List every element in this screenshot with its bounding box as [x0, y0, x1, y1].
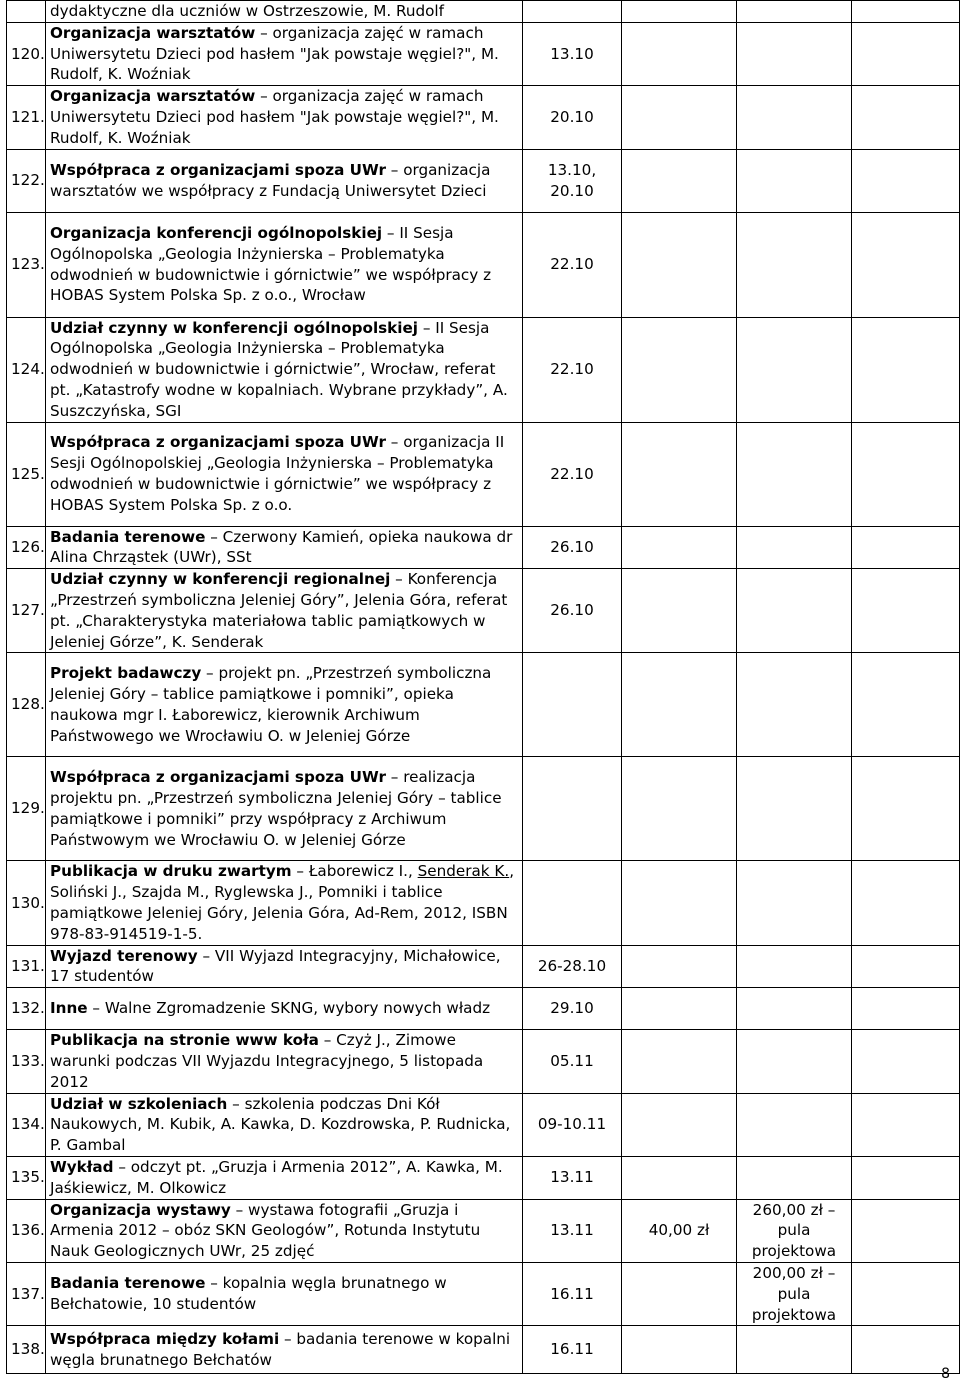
- activity-details: – odczyt pt. „Gruzja i Armenia 2012”, A. Kawka, M. Jaśkiewicz, M. Olkowicz: [50, 1157, 503, 1197]
- activity-details: – wystawa fotografii „Gruzja i Armenia 2012 – obóz SKN Geologów”, Rotunda Instytutu Nauk Geologicznych UWr, 25 zdjęć: [50, 1200, 481, 1261]
- row-number: 122.: [7, 149, 46, 212]
- row-funding-source: [737, 757, 852, 861]
- row-cost: [622, 1030, 737, 1093]
- activity-details: – organizacja II Sesji Ogólnopolskiej „Geologia Inżynierska – Problematyka odwodnień w budownictwie i górnictwie” we współpracy z HOBAS System Polska Sp. z o.o.: [50, 433, 505, 514]
- activity-details: – Konferencja „Przestrzeń symboliczna Jeleniej Góry”, Jelenia Góra, referat pt. „Charakterystyka materiałowa tablic pamiątkowych w Jeleniej Górze”, K. Senderak: [50, 570, 508, 651]
- row-extra: [852, 945, 960, 988]
- row-description: [46, 1199, 523, 1262]
- activity-details: – Walne Zgromadzenie SKNG, wybory nowych władz: [87, 999, 491, 1018]
- row-cost: [622, 1093, 737, 1156]
- row-description: [46, 1156, 523, 1199]
- row-number: 127.: [7, 569, 46, 653]
- row-date: 26.10: [523, 569, 622, 653]
- activity-type: Wyjazd terenowy: [50, 946, 198, 965]
- activity-type: Organizacja warsztatów: [50, 87, 256, 106]
- table-row: [7, 653, 960, 757]
- row-funding-source: 260,00 zł – pula projektowa: [737, 1199, 852, 1262]
- row-funding-source: [737, 212, 852, 317]
- activity-type: Współpraca z organizacjami spoza UWr: [50, 433, 386, 452]
- table-row: [7, 526, 960, 569]
- row-extra: [852, 653, 960, 757]
- activity-type: Organizacja wystawy: [50, 1200, 231, 1219]
- activity-details: – realizacja projektu pn. „Przestrzeń symboliczna Jeleniej Góry – tablice pamiątkowe i pomniki” przy współpracy z Archiwum Państwowym we Wrocławiu O. w Jeleniej Górze: [50, 768, 502, 849]
- activity-details: – organizacja warsztatów we współpracy z Fundacją Uniwersytet Dzieci: [50, 160, 491, 200]
- row-extra: [852, 1030, 960, 1093]
- row-number: 128.: [7, 653, 46, 757]
- row-description: [46, 569, 523, 653]
- activity-type: Organizacja konferencji ogólnopolskiej: [50, 223, 383, 242]
- row-cost: [622, 526, 737, 569]
- row-funding-source: [737, 861, 852, 945]
- activity-type: Projekt badawczy: [50, 664, 202, 683]
- row-date: 22.10: [523, 317, 622, 422]
- row-date: 05.11: [523, 1030, 622, 1093]
- row-description: [46, 757, 523, 861]
- page-number: 8: [941, 1366, 950, 1382]
- row-extra: [852, 1093, 960, 1156]
- row-description: [46, 526, 523, 569]
- row-date: 26.10: [523, 526, 622, 569]
- activity-author-underlined: Senderak K.: [417, 862, 510, 881]
- row-extra: [852, 988, 960, 1030]
- row-date: [523, 1, 622, 23]
- row-description: [46, 988, 523, 1030]
- row-extra: [852, 569, 960, 653]
- activity-type: Wykład: [50, 1157, 114, 1176]
- row-description: [46, 1, 523, 23]
- activity-details: – kopalnia węgla brunatnego w Bełchatowie, 10 studentów: [50, 1274, 447, 1314]
- table-row: [7, 422, 960, 526]
- row-description: [46, 945, 523, 988]
- table-row: [7, 317, 960, 422]
- row-funding-source: [737, 988, 852, 1030]
- activity-details: – badania terenowe w kopalni węgla brunatnego Bełchatów: [50, 1330, 511, 1369]
- activity-table-body: [7, 1, 960, 1374]
- table-row: [7, 22, 960, 85]
- row-number: 120.: [7, 22, 46, 85]
- row-number: 132.: [7, 988, 46, 1030]
- row-funding-source: [737, 1326, 852, 1374]
- table-row: [7, 1262, 960, 1325]
- activity-details: dydaktyczne dla uczniów w Ostrzeszowie, M. Rudolf: [50, 2, 444, 20]
- row-number: 121.: [7, 86, 46, 149]
- row-cost: [622, 945, 737, 988]
- row-cost: [622, 757, 737, 861]
- activity-type: Współpraca z organizacjami spoza UWr: [50, 160, 386, 179]
- activity-details: – szkolenia podczas Dni Kół Naukowych, M. Kubik, A. Kawka, D. Kozdrowska, P. Rudnicka, P. Gambal: [50, 1094, 511, 1155]
- table-row: [7, 212, 960, 317]
- row-extra: [852, 526, 960, 569]
- row-funding-source: [737, 422, 852, 526]
- table-row: [7, 945, 960, 988]
- row-description: [46, 1262, 523, 1325]
- row-cost: [622, 422, 737, 526]
- row-cost: [622, 22, 737, 85]
- row-extra: [852, 1156, 960, 1199]
- row-description: [46, 86, 523, 149]
- row-description: [46, 653, 523, 757]
- activity-type: Badania terenowe: [50, 527, 206, 546]
- activity-details: – Czyż J., Zimowe warunki podczas VII Wyjazdu Integracyjnego, 5 listopada 2012: [50, 1031, 484, 1091]
- row-date: [523, 861, 622, 945]
- row-description: [46, 149, 523, 212]
- row-cost: [622, 1262, 737, 1325]
- row-funding-source: [737, 1, 852, 23]
- table-row: [7, 1030, 960, 1093]
- row-number: 134.: [7, 1093, 46, 1156]
- row-extra: [852, 1199, 960, 1262]
- row-description: [46, 317, 523, 422]
- row-date: 13.11: [523, 1156, 622, 1199]
- row-extra: [852, 757, 960, 861]
- row-cost: [622, 569, 737, 653]
- row-cost: [622, 1, 737, 23]
- row-funding-source: [737, 526, 852, 569]
- row-funding-source: [737, 22, 852, 85]
- row-extra: [852, 149, 960, 212]
- row-funding-source: [737, 1093, 852, 1156]
- row-funding-source: [737, 945, 852, 988]
- activity-type: Inne: [50, 999, 88, 1018]
- row-extra: [852, 86, 960, 149]
- activity-details: – organizacja zajęć w ramach Uniwersytetu Dzieci pod hasłem "Jak powstaje węgiel?", M. Rudolf, K. Woźniak: [50, 87, 499, 147]
- activity-type: Udział w szkoleniach: [50, 1094, 228, 1113]
- table-row: [7, 569, 960, 653]
- row-number: 129.: [7, 757, 46, 861]
- row-cost: [622, 653, 737, 757]
- row-extra: [852, 212, 960, 317]
- activity-details: – Łaborewicz I.,: [291, 862, 418, 881]
- table-row: [7, 1093, 960, 1156]
- row-extra: [852, 861, 960, 945]
- row-number: 135.: [7, 1156, 46, 1199]
- row-date: 09-10.11: [523, 1093, 622, 1156]
- row-number: 130.: [7, 861, 46, 945]
- activity-type: Współpraca z organizacjami spoza UWr: [50, 768, 386, 787]
- row-cost: [622, 861, 737, 945]
- row-extra: [852, 1262, 960, 1325]
- row-funding-source: [737, 653, 852, 757]
- row-funding-source: [737, 86, 852, 149]
- row-number: 123.: [7, 212, 46, 317]
- row-date: 22.10: [523, 422, 622, 526]
- activity-type: Publikacja w druku zwartym: [50, 862, 292, 881]
- row-number: 125.: [7, 422, 46, 526]
- activity-details-cont: , Soliński J., Szajda M., Ryglewska J., Pomniki i tablice pamiątkowe Jeleniej Góry, Jelenia Góra, Ad-Rem, 2012, ISBN 978-83-914519-1-5.: [50, 862, 515, 943]
- row-funding-source: [737, 1156, 852, 1199]
- activity-type: Udział czynny w konferencji regionalnej: [50, 570, 391, 589]
- activity-type: Publikacja na stronie www koła: [50, 1031, 319, 1050]
- table-row: [7, 1199, 960, 1262]
- table-row: [7, 1156, 960, 1199]
- activity-details: – VII Wyjazd Integracyjny, Michałowice, 17 studentów: [50, 946, 501, 986]
- activity-table: [6, 0, 960, 1374]
- row-cost: [622, 317, 737, 422]
- row-date: 13.11: [523, 1199, 622, 1262]
- row-extra: [852, 1, 960, 23]
- activity-type: Udział czynny w konferencji ogólnopolskiej: [50, 318, 418, 337]
- row-cost: [622, 212, 737, 317]
- activity-details: – II Sesja Ogólnopolska „Geologia Inżynierska – Problematyka odwodnień w budownictwie i górnictwie”, Wrocław, referat pt. „Katastrofy wodne w kopalniach. Wybrane przykłady”, A. Suszczyńska, SGI: [50, 318, 508, 420]
- row-number: 126.: [7, 526, 46, 569]
- row-date: 13.10: [523, 22, 622, 85]
- row-funding-source: [737, 1030, 852, 1093]
- table-row: [7, 1326, 960, 1374]
- row-date: 22.10: [523, 212, 622, 317]
- row-date: [523, 653, 622, 757]
- row-cost: [622, 988, 737, 1030]
- row-description: [46, 212, 523, 317]
- row-funding-source: [737, 149, 852, 212]
- row-number: 136.: [7, 1199, 46, 1262]
- row-number: 138.: [7, 1326, 46, 1374]
- activity-type: Badania terenowe: [50, 1274, 206, 1293]
- table-row: [7, 757, 960, 861]
- row-date: 16.11: [523, 1262, 622, 1325]
- row-funding-source: 200,00 zł – pula projektowa: [737, 1262, 852, 1325]
- row-description: [46, 422, 523, 526]
- row-funding-source: [737, 569, 852, 653]
- table-row: [7, 149, 960, 212]
- row-date: 16.11: [523, 1326, 622, 1374]
- activity-details: – II Sesja Ogólnopolska „Geologia Inżynierska – Problematyka odwodnień w budownictwie i górnictwie” we współpracy z HOBAS System Polska Sp. z o.o., Wrocław: [50, 223, 492, 305]
- table-row: [7, 988, 960, 1030]
- activity-type: Współpraca między kołami: [50, 1330, 280, 1348]
- row-cost: [622, 86, 737, 149]
- activity-type: Organizacja warsztatów: [50, 23, 256, 42]
- row-number: 124.: [7, 317, 46, 422]
- activity-details: – organizacja zajęć w ramach Uniwersytetu Dzieci pod hasłem "Jak powstaje węgiel?", M. Rudolf, K. Woźniak: [50, 23, 499, 84]
- table-row: [7, 1, 960, 23]
- row-number: 137.: [7, 1262, 46, 1325]
- row-description: [46, 22, 523, 85]
- row-cost: [622, 1326, 737, 1374]
- row-number: 131.: [7, 945, 46, 988]
- row-number: 133.: [7, 1030, 46, 1093]
- table-row: [7, 861, 960, 945]
- row-number: [7, 1, 46, 23]
- table-row: [7, 86, 960, 149]
- row-date: 26-28.10: [523, 945, 622, 988]
- row-date: 20.10: [523, 86, 622, 149]
- row-cost: [622, 1156, 737, 1199]
- row-description: [46, 1326, 523, 1374]
- row-description: [46, 861, 523, 945]
- row-date: 29.10: [523, 988, 622, 1030]
- row-extra: [852, 317, 960, 422]
- row-extra: [852, 22, 960, 85]
- activity-details: – projekt pn. „Przestrzeń symboliczna Jeleniej Góry – tablice pamiątkowe i pomniki”, opieka naukowa mgr I. Łaborewicz, kierownik Archiwum Państwowego we Wrocławiu O. w Jeleniej Górze: [50, 664, 492, 745]
- row-cost: 40,00 zł: [622, 1199, 737, 1262]
- row-description: [46, 1030, 523, 1093]
- row-funding-source: [737, 317, 852, 422]
- row-description: [46, 1093, 523, 1156]
- row-extra: [852, 422, 960, 526]
- row-date: 13.10, 20.10: [523, 149, 622, 212]
- row-cost: [622, 149, 737, 212]
- activity-details: – Czerwony Kamień, opieka naukowa dr Alina Chrząstek (UWr), SSt: [50, 527, 513, 567]
- row-date: [523, 757, 622, 861]
